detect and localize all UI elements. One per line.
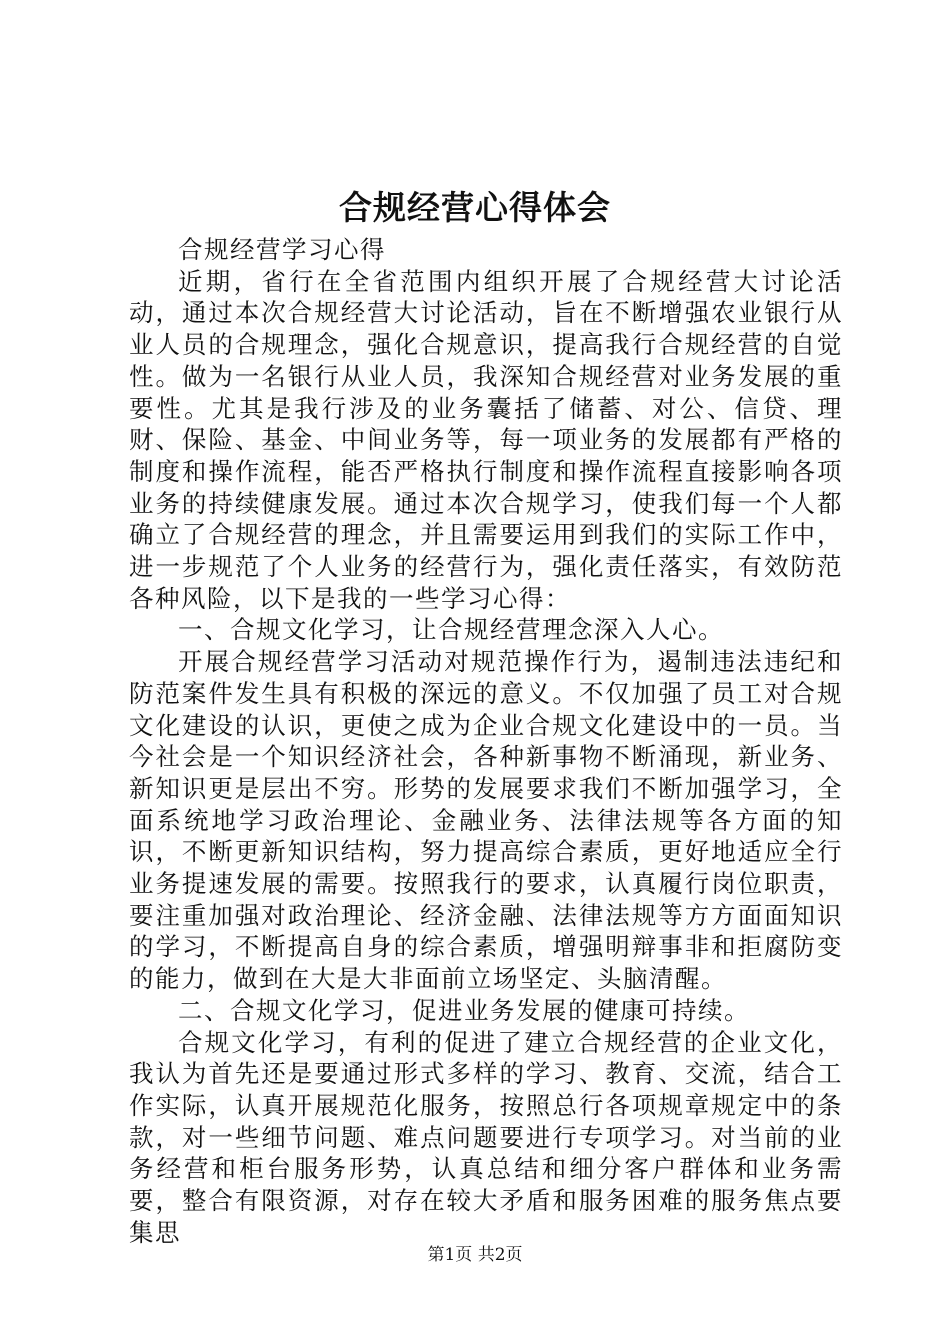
document-title: 合规经营心得体会 bbox=[339, 188, 611, 227]
paragraph-intro: 近期，省行在全省范围内组织开展了合规经营大讨论活动，通过本次合规经营大讨论活动，旨在不断增强农业银行从业人员的合规理念，强化合规意识，提高我行合规经营的自觉性。做为一名银行从业人员，我深知合规经营对业务发展的重要性。尤其是我行涉及的业务囊括了储蓄、对公、信贷、理财、保险、基金、中间业务等，每一项业务的发展都有严格的制度和操作流程，能否严格执行制度和操作流程直接影响各项业务的持续健康发展。通过本次合规学习，使我们每一个人都确立了合规经营的理念，并且需要运用到我们的实际工作中，进一步规范了个人业务的经营行为，强化责任落实，有效防范各种风险，以下是我的一些学习心得： bbox=[129, 266, 843, 613]
document-body bbox=[129, 234, 843, 1249]
paragraph-section-2: 合规文化学习，有利的促进了建立合规经营的企业文化，我认为首先还是要通过形式多样的学习、教育、交流，结合工作实际，认真开展规范化服务，按照总行各项规章规定中的条款，对一些细节问题、难点问题要进行专项学习。对当前的业务经营和柜台服务形势，认真总结和细分客户群体和业务需要，整合有限资源，对存在较大矛盾和服务困难的服务焦点要集思 bbox=[129, 1027, 843, 1247]
section-heading-1: 一、合规文化学习，让合规经营理念深入人心。 bbox=[178, 615, 724, 645]
section-heading-2: 二、合规文化学习，促进业务发展的健康可持续。 bbox=[178, 995, 750, 1025]
paragraph-section-1: 开展合规经营学习活动对规范操作行为，遏制违法违纪和防范案件发生具有积极的深远的意义。不仅加强了员工对合规文化建设的认识，更使之成为企业合规文化建设中的一员。当今社会是一个知识经济社会，各种新事物不断涌现，新业务、新知识更是层出不穷。形势的发展要求我们不断加强学习，全面系统地学习政治理论、金融业务、法律法规等各方面的知识，不断更新知识结构，努力提高综合素质，更好地适应全行业务提速发展的需要。按照我行的要求，认真履行岗位职责，要注重加强对政治理论、经济金融、法律法规等方方面面知识的学习，不断提高自身的综合素质，增强明辩事非和拒腐防变的能力，做到在大是大非面前立场坚定、头脑清醒。 bbox=[129, 647, 843, 994]
paragraph-subtitle: 合规经营学习心得 bbox=[178, 235, 386, 264]
page-number-footer: 第1页 共2页 bbox=[427, 1245, 523, 1265]
